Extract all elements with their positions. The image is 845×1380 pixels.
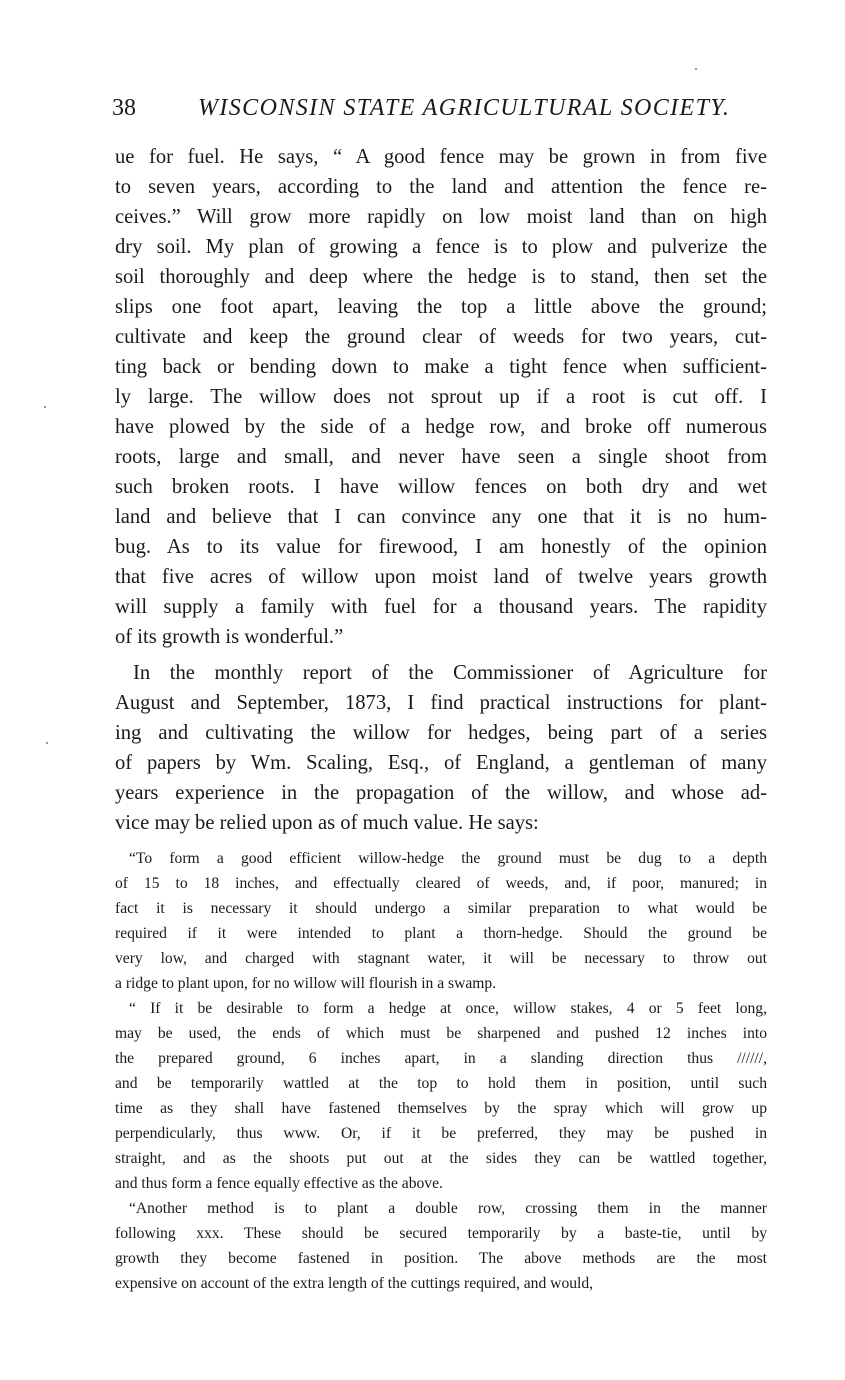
body-line: to seven years, according to the land and attention the fence re-: [115, 176, 767, 198]
quote-line: growth they become fastened in position. The above methods are the most: [115, 1250, 767, 1267]
body-line: such broken roots. I have willow fences on both dry and wet: [115, 476, 767, 498]
body-line: vice may be relied upon as of much value. He says:: [115, 812, 539, 834]
quote-line: and be temporarily wattled at the top to hold them in position, until such: [115, 1075, 767, 1092]
body-line: ue for fuel. He says, “ A good fence may be grown in from five: [115, 146, 767, 168]
quote-line: following xxx. These should be secured temporarily by a baste-tie, until by: [115, 1225, 767, 1242]
running-header: [112, 92, 731, 124]
quote-line: “ If it be desirable to form a hedge at once, willow stakes, 4 or 5 feet long,: [129, 1000, 767, 1017]
body-line: that five acres of willow upon moist land of twelve years growth: [115, 566, 767, 588]
body-line: In the monthly report of the Commissioner of Agriculture for: [133, 662, 767, 684]
quote-line: straight, and as the shoots put out at the sides they can be wattled together,: [115, 1150, 767, 1167]
body-line: ing and cultivating the willow for hedges, being part of a series: [115, 722, 767, 744]
running-title: WISCONSIN STATE AGRICULTURAL SOCIETY.: [198, 95, 731, 121]
body-line: land and believe that I can convince any one that it is no hum-: [115, 506, 767, 528]
body-line: have plowed by the side of a hedge row, and broke off numerous: [115, 416, 767, 438]
body-line: soil thoroughly and deep where the hedge is to stand, then set the: [115, 266, 767, 288]
quote-line: the prepared ground, 6 inches apart, in a slanding direction thus //////,: [115, 1050, 767, 1067]
body-line: roots, large and small, and never have seen a single shoot from: [115, 446, 767, 468]
body-line: ceives.” Will grow more rapidly on low moist land than on high: [115, 206, 767, 228]
quote-line: “To form a good efficient willow-hedge the ground must be dug to a depth: [129, 850, 767, 867]
quote-line: and thus form a fence equally effective as the above.: [115, 1175, 443, 1192]
quote-line: required if it were intended to plant a thorn-hedge. Should the ground be: [115, 925, 767, 942]
scan-speck: [695, 68, 697, 70]
body-line: ly large. The willow does not sprout up if a root is cut off. I: [115, 386, 767, 408]
body-line: will supply a family with fuel for a thousand years. The rapidity: [115, 596, 767, 618]
body-line: bug. As to its value for firewood, I am honestly of the opinion: [115, 536, 767, 558]
page-number: 38: [112, 95, 136, 121]
body-line: slips one foot apart, leaving the top a little above the ground;: [115, 296, 767, 318]
quote-line: perpendicularly, thus www. Or, if it be preferred, they may be pushed in: [115, 1125, 767, 1142]
body-line: of papers by Wm. Scaling, Esq., of England, a gentleman of many: [115, 752, 767, 774]
quote-line: fact it is necessary it should undergo a similar preparation to what would be: [115, 900, 767, 917]
body-line: of its growth is wonderful.”: [115, 626, 344, 648]
body-line: August and September, 1873, I find practical instructions for plant-: [115, 692, 767, 714]
quote-line: a ridge to plant upon, for no willow will flourish in a swamp.: [115, 975, 497, 992]
scan-speck: [46, 742, 48, 744]
quote-line: “Another method is to plant a double row, crossing them in the manner: [129, 1200, 767, 1217]
body-line: years experience in the propagation of the willow, and whose ad-: [115, 782, 767, 804]
body-line: ting back or bending down to make a tight fence when sufficient-: [115, 356, 767, 378]
scan-speck: [44, 406, 46, 408]
quote-line: expensive on account of the extra length of the cuttings required, and would,: [115, 1275, 594, 1292]
body-line: cultivate and keep the ground clear of weeds for two years, cut-: [115, 326, 767, 348]
quote-line: time as they shall have fastened themselves by the spray which will grow up: [115, 1100, 767, 1117]
quote-line: may be used, the ends of which must be sharpened and pushed 12 inches into: [115, 1025, 767, 1042]
body-line: dry soil. My plan of growing a fence is to plow and pulverize the: [115, 236, 767, 258]
quote-line: of 15 to 18 inches, and effectually cleared of weeds, and, if poor, manured; in: [115, 875, 767, 892]
quote-line: very low, and charged with stagnant water, it will be necessary to throw out: [115, 950, 767, 967]
